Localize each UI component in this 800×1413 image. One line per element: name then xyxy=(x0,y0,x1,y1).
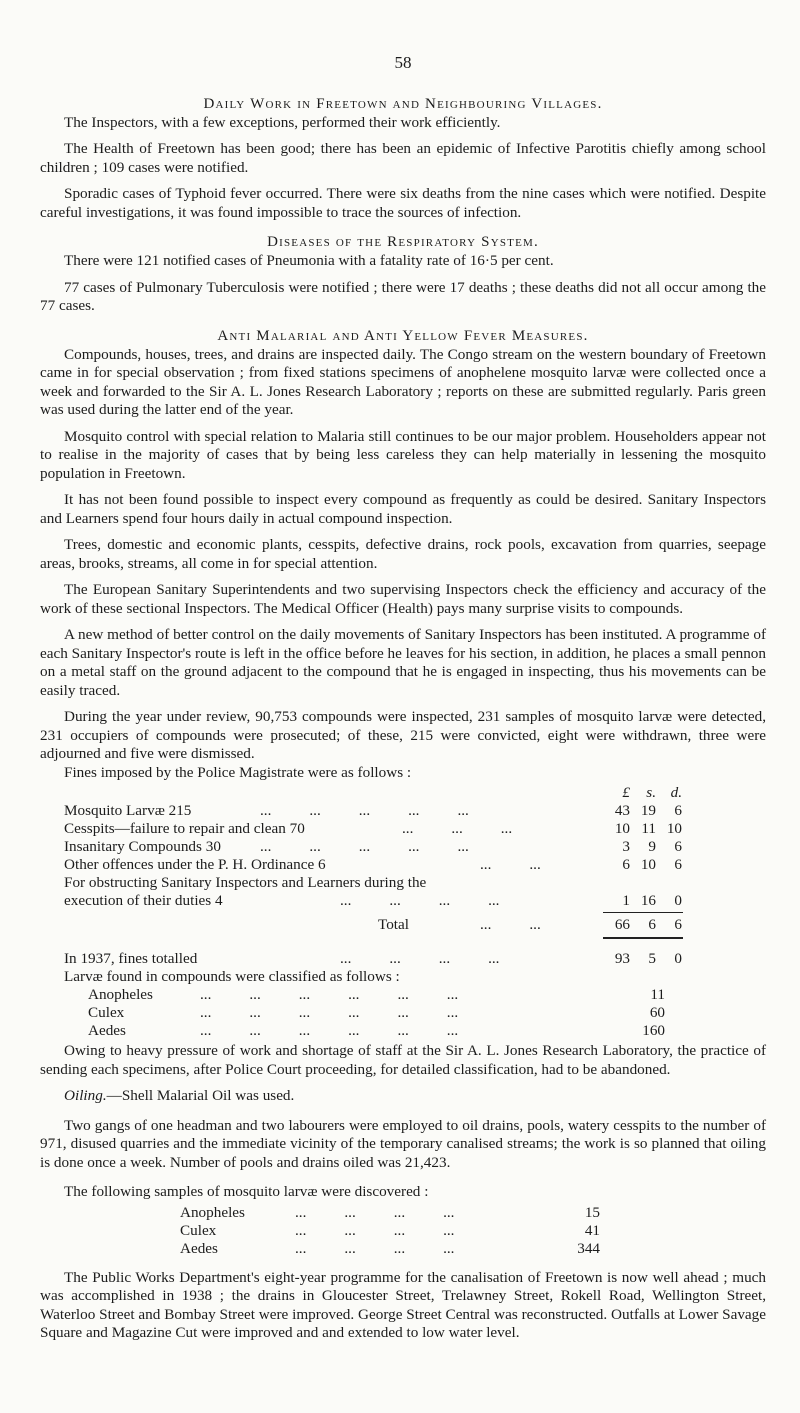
paragraph: Compounds, houses, trees, and drains are inspected daily. The Congo stream on the western boundary of Freetown came in for special observation ; from fixed stations specimens of anophelene mosquito larvæ were collected once a week and forwarded to the Sir A. L. Jones Research Laboratory ; reports on these are submitted regularly. Paris green was used during the latter end of the year. xyxy=(40,345,766,418)
total-pence: 6 xyxy=(674,916,682,933)
paragraph: A new method of better control on the daily movements of Sanitary Inspectors has been instituted. A programme of each Sanitary Inspector's route is left in the office before he leaves for his section, in addition, he places a small pennon on a metal staff on the ground adjacent to the compound that he is engaged in inspecting, thus his movements can be easily traced. xyxy=(40,626,766,699)
page-number: 58 xyxy=(394,53,412,72)
fines-pounds: 1 xyxy=(622,892,630,909)
fines-row xyxy=(40,874,766,892)
fines-shillings: 9 xyxy=(648,838,656,855)
fines-pence: 10 xyxy=(666,820,682,837)
heading-respiratory: Diseases of the Respiratory System. xyxy=(267,234,539,250)
pence-header: d. xyxy=(670,784,682,801)
larvae1-row: Anopheles ... ... ... ... ... ... 11 xyxy=(88,986,665,1003)
fines-pence: 6 xyxy=(674,802,682,819)
larvae2-intro: The following samples of mosquito larvæ were discovered : xyxy=(64,1183,429,1200)
oiling-paragraph xyxy=(40,1087,766,1106)
prev-shillings: 5 xyxy=(648,950,656,967)
prev-pounds: 93 xyxy=(614,950,630,967)
fines-shillings: 16 xyxy=(640,892,656,909)
document-page xyxy=(40,0,766,1343)
paragraph: Mosquito control with special relation to Malaria still continues to be our major problem. Householders appear not to realise in the majority of cases that by being less careless they can help materially in lessening the mosquito population in Freetown. xyxy=(40,427,766,482)
fines-row-label: Cesspits—failure to repair and clean 70 xyxy=(64,820,305,837)
fines-pence: 0 xyxy=(674,892,682,909)
rule-row xyxy=(40,934,766,950)
total-pounds: 66 xyxy=(614,916,630,933)
fines-row: Cesspits—failure to repair and clean 70 ... ... ... 10 11 10 xyxy=(64,820,682,837)
subtotal-rule xyxy=(603,912,683,913)
larvae-value: 60 xyxy=(649,1004,665,1021)
fines-row: Insanitary Compounds 30 ... ... ... ... ... 3 9 6 xyxy=(64,838,682,855)
heading-daily-work: Daily Work in Freetown and Neighbouring Villages. xyxy=(203,95,603,112)
fines-pounds: 43 xyxy=(614,802,630,819)
larvae1-intro-row xyxy=(40,968,766,986)
fines-table xyxy=(40,784,766,1040)
paragraph: Trees, domestic and economic plants, cesspits, defective drains, rock pools, excavation from quarries, seepage areas, brooks, streams, all come in for special attention. xyxy=(40,536,766,572)
fines-pounds: 6 xyxy=(622,856,630,873)
total-label: Total xyxy=(378,916,409,933)
fines-shillings: 19 xyxy=(640,802,656,819)
oiling-text: —Shell Malarial Oil was used. xyxy=(106,1087,295,1104)
fines-pence: 6 xyxy=(674,838,682,855)
heading-anti-malarial: Anti Malarial and Anti Yellow Fever Measures. xyxy=(217,327,589,344)
larvae2-row: Aedes ... ... ... ... 344 xyxy=(180,1239,600,1257)
prev-pence: 0 xyxy=(674,950,682,967)
paragraph: During the year under review, 90,753 compounds were inspected, 231 samples of mosquito larvæ were detected, 231 occupiers of compounds were prosecuted; of these, 215 were convicted, eight were withdrawn, three were adjourned and five were dismissed. xyxy=(40,708,766,762)
fines-row-label: Mosquito Larvæ 215 xyxy=(64,802,192,819)
larvae1-row: Aedes ... ... ... ... ... ... 160 xyxy=(88,1022,665,1039)
fines-row-label-continued: execution of their duties 4 xyxy=(64,892,223,909)
total-shillings: 6 xyxy=(648,916,656,933)
fines-row-continued: execution of their duties 4 ... ... ... ... 1 16 0 xyxy=(64,892,682,909)
larvae-value: 41 xyxy=(584,1221,600,1239)
larvae2-row: Culex ... ... ... ... 41 xyxy=(180,1221,600,1239)
fines-pounds: 3 xyxy=(622,838,630,855)
larvae-value: 11 xyxy=(650,986,665,1003)
fines-row-label: For obstructing Sanitary Inspectors and Learners during the xyxy=(64,874,427,891)
larvae2-table xyxy=(40,1204,766,1258)
larvae1-intro: Larvæ found in compounds were classified as follows : xyxy=(64,968,400,985)
fines-shillings: 11 xyxy=(641,820,656,837)
fines-row-label: Other offences under the P. H. Ordinance 6 xyxy=(64,856,326,873)
paragraph: The Inspectors, with a few exceptions, performed their work efficiently. xyxy=(64,113,501,131)
oiling-heading: Oiling. xyxy=(64,1087,107,1104)
larvae-label: Aedes xyxy=(180,1239,218,1257)
fines-header-row xyxy=(40,784,766,802)
fines-intro: Fines imposed by the Police Magistrate were as follows : xyxy=(64,763,412,781)
paragraph: Owing to heavy pressure of work and shortage of staff at the Sir A. L. Jones Research Laboratory, the practice of sending each specimens, after Police Court proceeding, for detailed classification, had to be abandoned. xyxy=(40,1042,766,1078)
prev-label: In 1937, fines totalled xyxy=(64,950,198,967)
larvae-value: 160 xyxy=(642,1022,665,1039)
paragraph: It has not been found possible to inspect every compound as frequently as could be desired. Sanitary Inspectors and Learners spend four hours daily in actual compound inspection. xyxy=(40,491,766,527)
larvae-label: Anopheles xyxy=(180,1203,245,1221)
larvae-value: 344 xyxy=(577,1239,600,1257)
paragraph: The Health of Freetown has been good; there has been an epidemic of Infective Parotitis chiefly among school children ; 109 cases were notified. xyxy=(40,140,766,176)
fines-prev-row: In 1937, fines totalled ... ... ... ... 93 5 0 xyxy=(64,950,682,967)
larvae1-row: Culex ... ... ... ... ... ... 60 xyxy=(88,1004,665,1021)
paragraph: 77 cases of Pulmonary Tuberculosis were notified ; there were 17 deaths ; these deaths did not all occur among the 77 cases. xyxy=(40,278,766,314)
pound-header: £ xyxy=(622,784,630,801)
fines-row: Other offences under the P. H. Ordinance 6 ... ... 6 10 6 xyxy=(64,856,682,873)
larvae2-row: Anopheles ... ... ... ... 15 xyxy=(180,1203,600,1221)
paragraph: Two gangs of one headman and two labourers were employed to oil drains, pools, watery cesspits to the number of 971, disused quarries and the immediate vicinity of the temporary canalised streams; the work is so planned that oiling is done once a week. Number of pools and drains oiled was 21,423. xyxy=(40,1116,766,1171)
shilling-header: s. xyxy=(646,784,656,801)
larvae-value: 15 xyxy=(584,1203,600,1221)
fines-shillings: 10 xyxy=(640,856,656,873)
larvae-label: Culex xyxy=(88,1004,125,1021)
paragraph: The Public Works Department's eight-year programme for the canalisation of Freetown is now well ahead ; much was accomplished in 1938 ; the drains in Gloucester Street, Trelawney Street, Rokell Road, Wellington Street, Waterloo Street and Bombay Street were improved. George Street Central was reconstructed. Outfalls at Lower Savage Square and Magazine Cut were improved and and extended to low water level. xyxy=(40,1268,766,1341)
fines-pence: 6 xyxy=(674,856,682,873)
paragraph: Sporadic cases of Typhoid fever occurred. There were six deaths from the nine cases which were notified. Despite careful investigations, it was found impossible to trace the sources of infection. xyxy=(40,185,766,221)
fines-row: Mosquito Larvæ 215 ... ... ... ... ... 43 19 6 xyxy=(64,802,682,819)
larvae-label: Aedes xyxy=(88,1022,126,1039)
total-rule xyxy=(603,937,683,939)
fines-pounds: 10 xyxy=(614,820,630,837)
fines-row-label: Insanitary Compounds 30 xyxy=(64,838,221,855)
larvae-label: Culex xyxy=(180,1221,217,1239)
paragraph: There were 121 notified cases of Pneumonia with a fatality rate of 16·5 per cent. xyxy=(64,252,554,269)
fines-total-row: Total ... ... 66 6 6 xyxy=(378,916,682,933)
paragraph: The European Sanitary Superintendents and two supervising Inspectors check the efficiency and accuracy of the work of these sectional Inspectors. The Medical Officer (Health) pays many surprise visits to compounds. xyxy=(40,581,766,617)
larvae-label: Anopheles xyxy=(88,986,153,1003)
